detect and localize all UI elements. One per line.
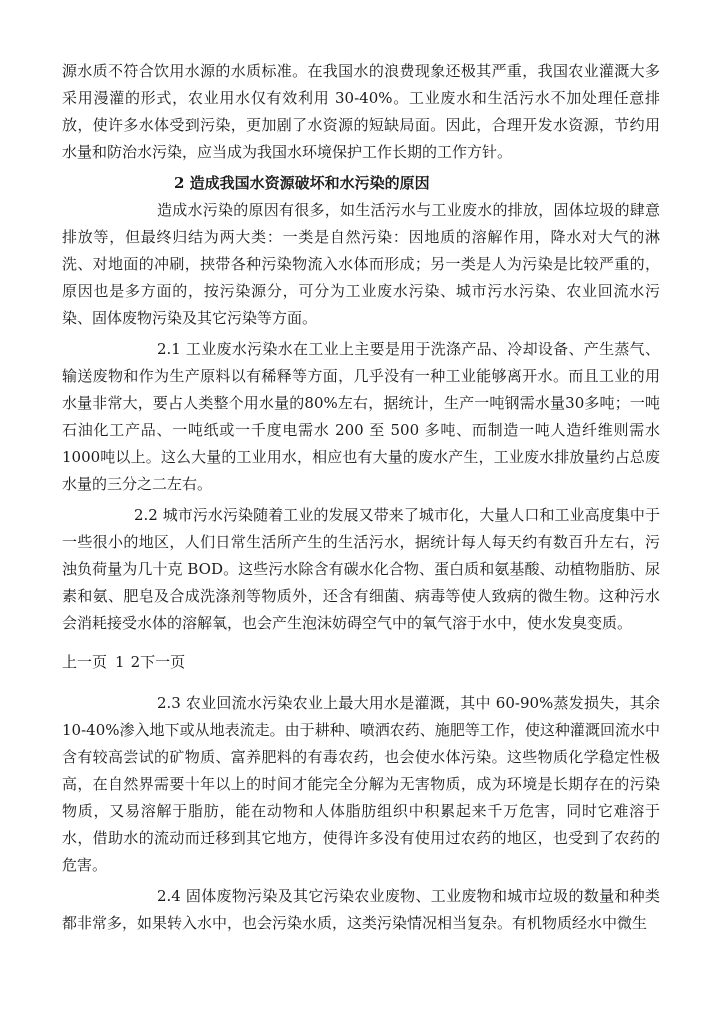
next-page-link[interactable]: 下一页	[140, 653, 186, 671]
paragraph-agricultural-return-water: 2.3 农业回流水污染农业上最大用水是灌溉，其中 60-90%蒸发损失，其余10-40%渗入地下或从地表流走。由于耕种、喷洒农药、施肥等工作，使这种灌溉回流水中含有较高尝试的矿物质、富养肥料的有毒农药，也会使水体污染。这些物质化学稳定性极高，在自然界需要十年以上的时间才能完全分解为无害物质，成为环境是长期存在的污染物质，又易溶解于脂肪，能在动物和人体脂肪组织中积累起来千万危害，同时它难溶于水，借助水的流动而迁移到其它地方，使得许多没有使用过农药的地区，也受到了农药的危害。	[62, 694, 660, 874]
paragraph-industrial-wastewater: 2.1 工业废水污染水在工业上主要是用于洗涤产品、冷却设备、产生蒸气、输送废物和作为生产原料以有稀释等方面，几乎没有一种工业能够离开水。而且工业的用水量非常大，要占人类整个用水量的80%左右，据统计，生产一吨钢需水量30多吨；一吨石油化工产品、一吨纸或一千度电需水 200 至 500 多吨、而制造一吨人造纤维则需水1000吨以上。这么大量的工业用水，相应也有大量的废水产生，工业废水排放量约占总废水量的三分之二左右。	[62, 340, 660, 493]
prev-page-link[interactable]: 上一页	[62, 653, 108, 671]
paragraph-intro: 源水质不符合饮用水源的水质标准。在我国水的浪费现象还极其严重，我国农业灌溉大多采用漫灌的形式，农业用水仅有效利用 30-40%。工业废水和生活污水不加处理任意排放，使许多水体受到污染，更加剧了水资源的短缺局面。因此，合理开发水资源，节约用水量和防治水污染，应当成为我国水环境保护工作长期的工作方针。	[62, 62, 660, 161]
page-2-link[interactable]: 2	[130, 653, 141, 671]
page-1-link[interactable]: 1	[115, 653, 125, 671]
paragraph-urban-sewage: 2.2 城市污水污染随着工业的发展又带来了城市化，大量人口和工业高度集中于一些很小的地区，人们日常生活所产生的生活污水，据统计每人每天约有数百升左右，污浊负荷量为几十克 BOD。这些污水除含有碳水化合物、蛋白质和氨基酸、动植物脂肪、尿素和氨、肥皂及合成洗涤剂等物质外，还含有细菌、病毒等使人致病的微生物。这种污水会消耗接受水体的溶解氧，也会产生泡沫妨碍空气中的氧气溶于水中，使水发臭变质。	[62, 506, 660, 632]
paragraph-solid-waste: 2.4 固体废物污染及其它污染农业废物、工业废物和城市垃圾的数量和种类都非常多，如果转入水中，也会污染水质，这类污染情况相当复杂。有机物质经水中微生	[62, 887, 660, 932]
section-heading-2: 2 造成我国水资源破坏和水污染的原因	[174, 174, 430, 192]
document-page	[62, 58, 660, 937]
paragraph-causes: 造成水污染的原因有很多，如生活污水与工业废水的排放，固体垃圾的肆意排放等，但最终归结为两大类：一类是自然污染：因地质的溶解作用，降水对大气的淋洗、对地面的冲刷，挟带各种污染物流入水体而形成；另一类是人为污染是比较严重的，原因也是多方面的，按污染源分，可分为工业废水污染、城市污水污染、农业回流水污染、固体废物污染及其它污染等方面。	[62, 201, 660, 327]
pagination	[62, 649, 660, 676]
